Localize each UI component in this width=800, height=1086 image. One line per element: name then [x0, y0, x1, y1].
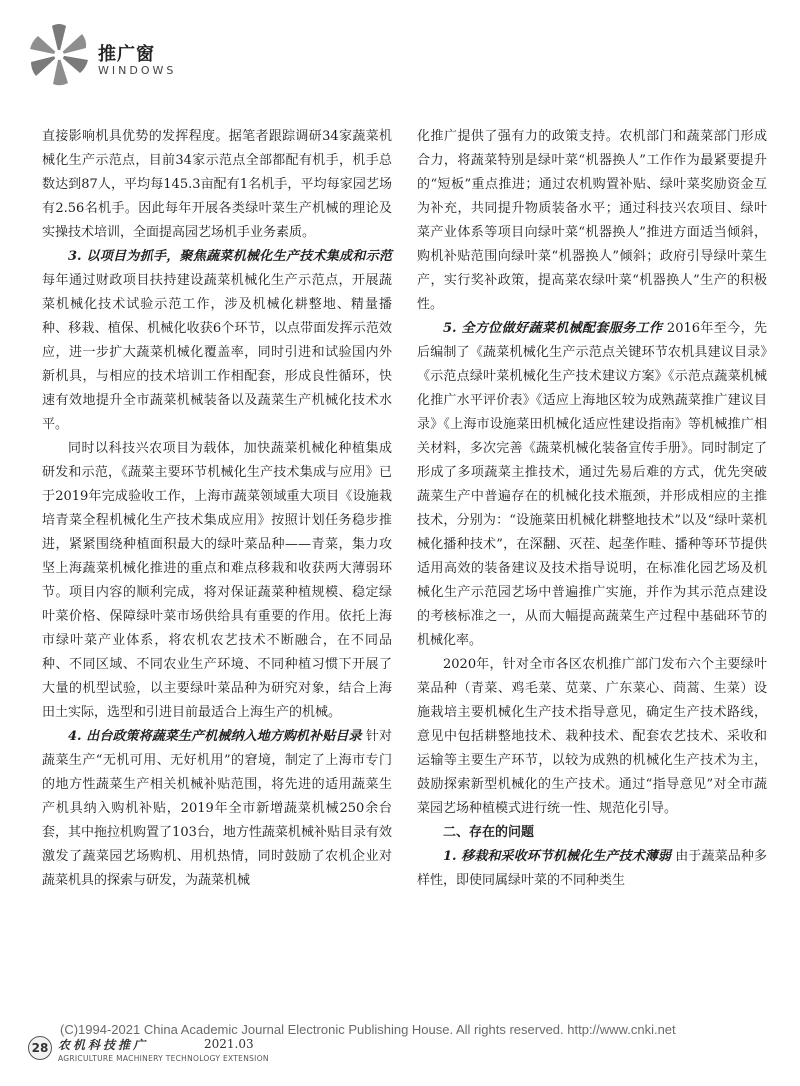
- paragraph: [42, 437, 392, 725]
- paragraph-text: 同时以科技兴农项目为载体，加快蔬菜机械化种植集成研发和示范，《蔬菜主要环节机械化生产技术集成与应用》已于2019年完成验收工作，上海市蔬菜领域重大项目《设施栽培青菜全程机械化生产技术集成应用》按照计划任务稳步推进，紧紧围绕种植面积最大的绿叶菜品种——青菜，集力攻坚上海蔬菜机械化推进的重点和难点移栽和收获两大薄弱环节。项目内容的顺利完成，将对保证蔬菜种植规模、稳定绿叶菜价格、保障绿叶菜市场供给具有重要的作用。依托上海市绿叶菜产业体系，将农机农艺技术不断融合，在不同品种、不同区域、不同农业生产环境、不同种植习惯下开展了大量的机型试验，以主要绿叶菜品种为研究对象，结合上海田土实际，选型和引进目前最适合上海生产的机械。: [42, 441, 392, 720]
- page-number: 28: [28, 1036, 52, 1060]
- paragraph-text: 直接影响机具优势的发挥程度。据笔者跟踪调研34家蔬菜机械化生产示范点，目前34家示范点全部都配有机手，机手总数达到87人，平均每145.3亩配有1名机手，平均每家园艺场有2.56名机手。因此每年开展各类绿叶菜生产机械的理论及实操技术培训，全面提高园艺场机手业务素质。: [42, 129, 392, 240]
- journal-name-english: AGRICULTURE MACHINERY TECHNOLOGY EXTENSION: [58, 1054, 269, 1063]
- paragraph: [42, 245, 392, 437]
- article-column-right: [417, 125, 767, 893]
- paragraph-lead-heading: 1. 移栽和采收环节机械化生产技术薄弱: [443, 849, 672, 864]
- section-heading-text: 二、存在的问题: [443, 825, 535, 840]
- journal-name: 农机科技推广: [58, 1038, 149, 1052]
- paragraph: [417, 845, 767, 893]
- page-header: [24, 20, 264, 90]
- windows-logo-icon: [24, 20, 94, 90]
- paragraph: [417, 653, 767, 821]
- paragraph-lead-heading: 5. 全方位做好蔬菜机械配套服务工作: [443, 321, 663, 336]
- paragraph: [42, 125, 392, 245]
- issue-number: 2021.03: [204, 1037, 254, 1051]
- paragraph: [417, 125, 767, 317]
- paragraph-text: 2016年至今，先后编制了《蔬菜机械化生产示范点关键环节农机具建议目录》《示范点绿叶菜机械化生产技术建议方案》《示范点蔬菜机械化推广水平评价表》《适应上海地区较为成熟蔬菜推广建议目录》《上海市设施菜田机械化适应性建设指南》等机械推广相关材料，多次完善《蔬菜机械化装备宣传手册》。同时制定了形成了多项蔬菜主推技术，通过先易后难的方式，优先突破蔬菜生产中普遍存在的机械化技术瓶颈，并形成相应的主推技术，分别为：“设施菜田机械化耕整地技术”以及“绿叶菜机械化播种技术”，在深翻、灭茬、起垄作畦、播种等环节提供适用高效的装备建议及技术指导说明，在标准化园艺场及机械化生产示范园艺场中普遍推广实施，并作为其示范点建设的考核标准之一，从而大幅提高蔬菜生产过程中基础环节的机械化率。: [417, 321, 767, 648]
- paragraph-text: 每年通过财政项目扶持建设蔬菜机械化生产示范点，开展蔬菜机械化技术试验示范工作，涉及机械化耕整地、精量播种、移栽、植保、机械化收获6个环节，以点带面发挥示范效应，进一步扩大蔬菜机械化覆盖率，同时引进和试验国内外新机具，与相应的技术培训工作相配套，形成良性循环，快速有效地提升全市蔬菜机械装备以及蔬菜生产机械化技术水平。: [42, 273, 392, 432]
- paragraph-lead-heading: 4. 出台政策将蔬菜生产机械纳入地方购机补贴目录: [68, 729, 362, 744]
- copyright-notice: (C)1994-2021 China Academic Journal Electronic Publishing House. All rights reserved. http://www.cnki.net: [60, 1022, 676, 1037]
- paragraph-text: 化推广提供了强有力的政策支持。农机部门和蔬菜部门形成合力，将蔬菜特别是绿叶菜“机器换人”工作作为最紧要提升的“短板”重点推进；通过农机购置补贴、绿叶菜奖励资金互为补充，共同提升物质装备水平；通过科技兴农项目、绿叶菜产业体系等项目向绿叶菜“机器换人”推进方面适当倾斜，购机补贴范围向绿叶菜“机器换人”倾斜；政府引导绿叶菜生产，实行奖补政策，提高菜农绿叶菜“机器换人”生产的积极性。: [417, 129, 767, 312]
- paragraph-text: 由于蔬菜品种多样性，即使同属绿叶菜的不同种类生: [417, 849, 767, 888]
- page-footer: [28, 1034, 428, 1084]
- section-heading: [417, 821, 767, 845]
- paragraph-text: 针对蔬菜生产“无机可用、无好机用”的窘境，制定了上海市专门的地方性蔬菜生产相关机械补贴范围，将先进的适用蔬菜生产机具纳入购机补贴，2019年全市新增蔬菜机械250余台套，其中拖拉机购置了103台，地方性蔬菜机械补贴目录有效激发了蔬菜园艺场购机、用机热情，同时鼓励了农机企业对蔬菜机具的探索与研发，为蔬菜机械: [42, 729, 392, 888]
- paragraph: [42, 725, 392, 893]
- column-brand-title: 推广窗: [98, 44, 155, 65]
- paragraph-lead-heading: 3. 以项目为抓手，聚焦蔬菜机械化生产技术集成和示范: [68, 249, 392, 264]
- paragraph: [417, 317, 767, 653]
- article-column-left: [42, 125, 392, 893]
- paragraph-text: 2020年，针对全市各区农机推广部门发布六个主要绿叶菜品种（青菜、鸡毛菜、苋菜、广东菜心、茼蒿、生菜）设施栽培主要机械化生产技术指导意见，确定生产技术路线，意见中包括耕整地技术、栽种技术、配套农艺技术、采收和运输等主要生产环节，以较为成熟的机械化生产技术为主，鼓励探索新型机械化的生产技术。通过“指导意见”对全市蔬菜园艺场种植模式进行统一性、规范化引导。: [417, 657, 767, 816]
- column-brand-subtitle: WINDOWS: [98, 64, 177, 77]
